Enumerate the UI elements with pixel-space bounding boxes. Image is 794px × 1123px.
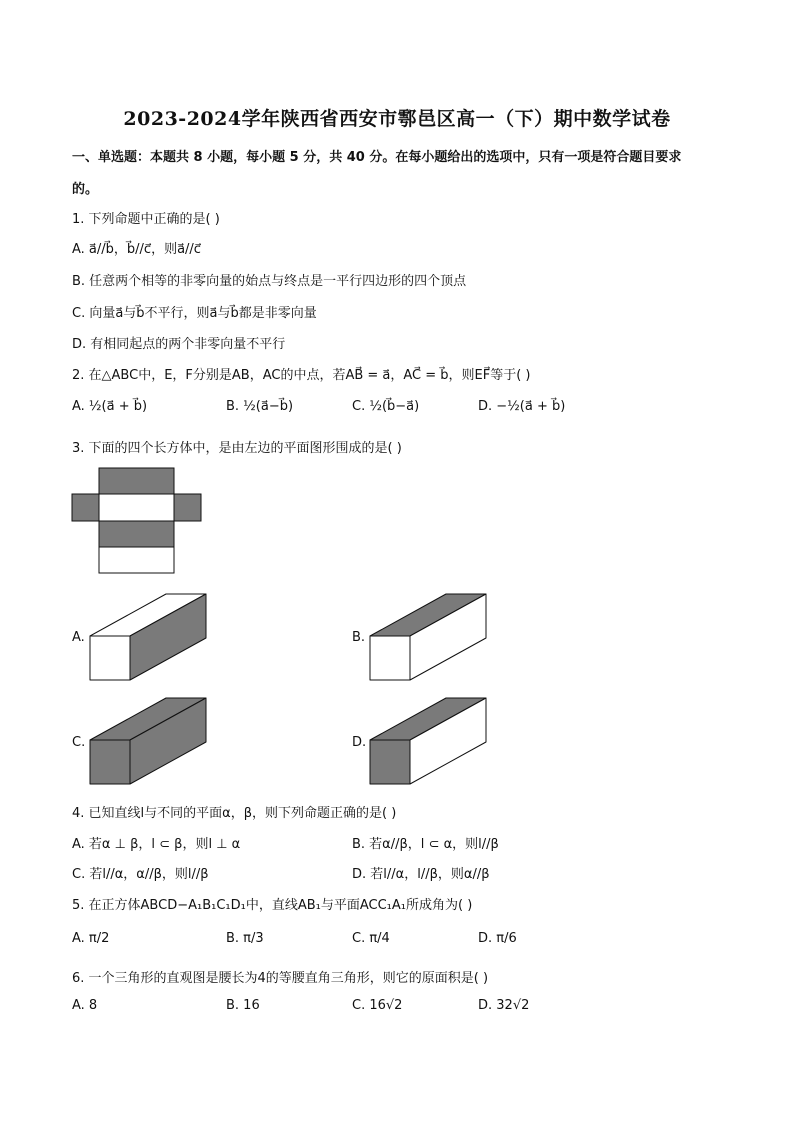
question-4-option-a: A. 若α ⊥ β，l ⊂ β，则l ⊥ α [72, 837, 241, 852]
box-option-d [368, 696, 490, 786]
question-2-option-d: D. −½(a⃗ + b⃗) [478, 399, 566, 414]
question-1-stem: 1. 下列命题中正确的是( ) [72, 212, 220, 227]
question-3-option-c-label: C. [72, 735, 86, 750]
section-heading-line2: 的。 [72, 182, 99, 197]
question-6-option-b: B. 16 [226, 998, 260, 1013]
question-4-option-b: B. 若α//β，l ⊂ α，则l//β [352, 837, 499, 852]
question-5-option-d: D. π/6 [478, 931, 517, 946]
question-2-option-c: C. ½(b⃗−a⃗) [352, 399, 420, 414]
box-option-c [88, 696, 210, 786]
question-2-option-a: A. ½(a⃗ + b⃗) [72, 399, 148, 414]
section-heading-line1: 一、单选题：本题共 8 小题，每小题 5 分，共 40 分。在每小题给出的选项中，只有一项是符合题目要求 [72, 150, 682, 165]
question-6-option-c: C. 16√2 [352, 998, 403, 1013]
question-1-option-d: D. 有相同起点的两个非零向量不平行 [72, 337, 286, 352]
question-5-stem: 5. 在正方体ABCD−A₁B₁C₁D₁中，直线AB₁与平面ACC₁A₁所成角为( ) [72, 898, 473, 913]
question-1-option-b: B. 任意两个相等的非零向量的始点与终点是一平行四边形的四个顶点 [72, 274, 467, 289]
box-option-b [368, 592, 490, 682]
question-4-option-c: C. 若l//α，α//β，则l//β [72, 867, 209, 882]
question-3-stem: 3. 下面的四个长方体中，是由左边的平面图形围成的是( ) [72, 441, 402, 456]
question-3-option-a-label: A. [72, 630, 85, 645]
question-4-option-d: D. 若l//α，l//β，则α//β [352, 867, 490, 882]
box-option-a [88, 592, 210, 682]
question-5-option-c: C. π/4 [352, 931, 390, 946]
question-6-stem: 6. 一个三角形的直观图是腰长为4的等腰直角三角形，则它的原面积是( ) [72, 971, 489, 986]
question-2-option-b: B. ½(a⃗−b⃗) [226, 399, 294, 414]
question-1-option-a: A. a⃗//b⃗，b⃗//c⃗，则a⃗//c⃗ [72, 242, 201, 257]
question-6-option-a: A. 8 [72, 998, 98, 1013]
question-1-option-c: C. 向量a⃗与b⃗不平行，则a⃗与b⃗都是非零向量 [72, 306, 317, 321]
question-3-option-b-label: B. [352, 630, 366, 645]
question-4-stem: 4. 已知直线l与不同的平面α，β，则下列命题正确的是( ) [72, 806, 397, 821]
question-3-option-d-label: D. [352, 735, 367, 750]
page-title: 2023-2024学年陕西省西安市鄠邑区高一（下）期中数学试卷 [123, 108, 671, 130]
question-2-stem: 2. 在△ABC中，E，F分别是AB，AC的中点，若AB⃗ = a⃗，AC⃗ = b⃗，则EF⃗等于( ) [72, 368, 531, 383]
question-5-option-b: B. π/3 [226, 931, 264, 946]
question-6-option-d: D. 32√2 [478, 998, 530, 1013]
question-5-option-a: A. π/2 [72, 931, 110, 946]
unfolded-net-figure [70, 466, 204, 576]
